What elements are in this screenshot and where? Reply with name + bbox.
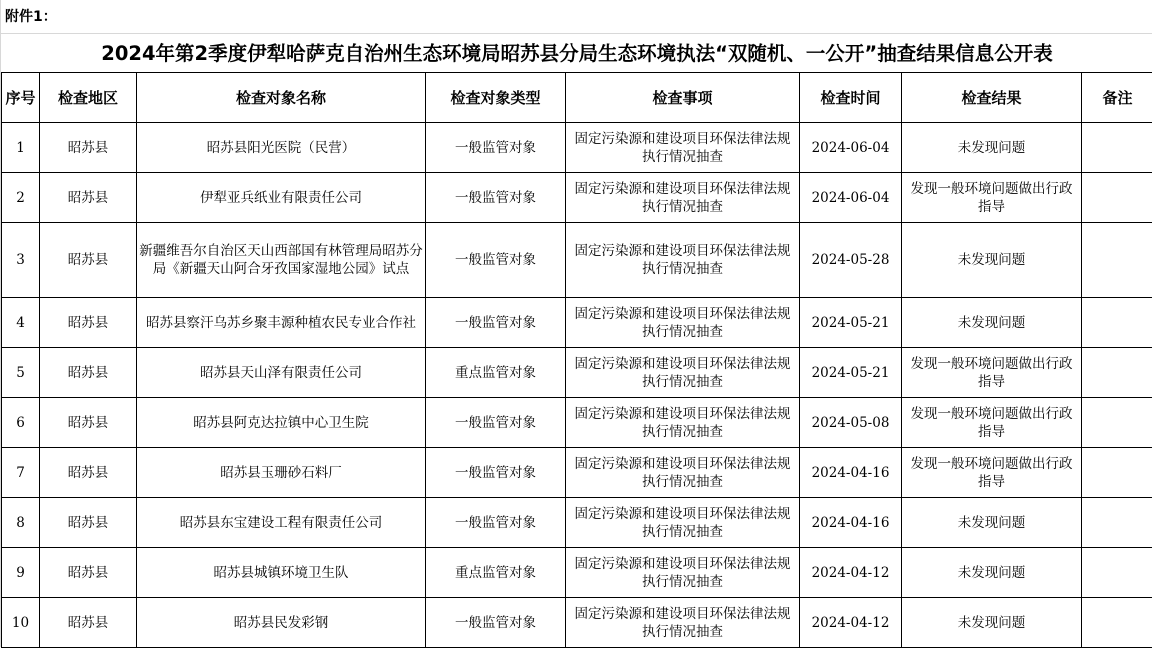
header-seq[interactable]: 序号 xyxy=(2,73,40,123)
cell-note[interactable] xyxy=(1082,498,1152,548)
cell-result[interactable]: 发现一般环境问题做出行政指导 xyxy=(902,173,1082,223)
table-row xyxy=(2,398,1152,448)
cell-seq[interactable]: 5 xyxy=(2,348,40,398)
cell-result[interactable]: 未发现问题 xyxy=(902,548,1082,598)
cell-note[interactable] xyxy=(1082,298,1152,348)
cell-name[interactable]: 昭苏县玉珊砂石料厂 xyxy=(137,448,426,498)
cell-type[interactable]: 重点监管对象 xyxy=(426,548,566,598)
table-header-row xyxy=(2,73,1152,123)
cell-date[interactable]: 2024-05-21 xyxy=(800,298,902,348)
cell-item[interactable]: 固定污染源和建设项目环保法律法规执行情况抽查 xyxy=(566,498,800,548)
cell-date[interactable]: 2024-05-28 xyxy=(800,223,902,298)
cell-result[interactable]: 发现一般环境问题做出行政指导 xyxy=(902,348,1082,398)
cell-name[interactable]: 昭苏县城镇环境卫生队 xyxy=(137,548,426,598)
cell-item[interactable]: 固定污染源和建设项目环保法律法规执行情况抽查 xyxy=(566,123,800,173)
cell-item[interactable]: 固定污染源和建设项目环保法律法规执行情况抽查 xyxy=(566,348,800,398)
cell-date[interactable]: 2024-06-04 xyxy=(800,173,902,223)
cell-region[interactable]: 昭苏县 xyxy=(40,598,137,648)
cell-result[interactable]: 未发现问题 xyxy=(902,223,1082,298)
cell-name[interactable]: 伊犁亚兵纸业有限责任公司 xyxy=(137,173,426,223)
cell-region[interactable]: 昭苏县 xyxy=(40,448,137,498)
cell-note[interactable] xyxy=(1082,123,1152,173)
cell-item[interactable]: 固定污染源和建设项目环保法律法规执行情况抽查 xyxy=(566,598,800,648)
cell-region[interactable]: 昭苏县 xyxy=(40,498,137,548)
cell-date[interactable]: 2024-04-12 xyxy=(800,598,902,648)
cell-type[interactable]: 重点监管对象 xyxy=(426,348,566,398)
cell-item[interactable]: 固定污染源和建设项目环保法律法规执行情况抽查 xyxy=(566,448,800,498)
cell-name[interactable]: 昭苏县阿克达拉镇中心卫生院 xyxy=(137,398,426,448)
cell-note[interactable] xyxy=(1082,223,1152,298)
table-row xyxy=(2,498,1152,548)
cell-seq[interactable]: 2 xyxy=(2,173,40,223)
cell-item[interactable]: 固定污染源和建设项目环保法律法规执行情况抽查 xyxy=(566,548,800,598)
cell-date[interactable]: 2024-05-08 xyxy=(800,398,902,448)
cell-item[interactable]: 固定污染源和建设项目环保法律法规执行情况抽查 xyxy=(566,298,800,348)
cell-type[interactable]: 一般监管对象 xyxy=(426,398,566,448)
cell-region[interactable]: 昭苏县 xyxy=(40,223,137,298)
gridline xyxy=(1,33,1152,34)
cell-seq[interactable]: 3 xyxy=(2,223,40,298)
page-title: 2024年第2季度伊犁哈萨克自治州生态环境局昭苏县分局生态环境执法“双随机、一公开”抽查结果信息公开表 xyxy=(1,36,1152,72)
cell-name[interactable]: 新疆维吾尔自治区天山西部国有林管理局昭苏分局《新疆天山阿合牙孜国家湿地公园》试点 xyxy=(137,223,426,298)
cell-region[interactable]: 昭苏县 xyxy=(40,398,137,448)
table-row xyxy=(2,598,1152,648)
cell-region[interactable]: 昭苏县 xyxy=(40,298,137,348)
cell-region[interactable]: 昭苏县 xyxy=(40,348,137,398)
cell-item[interactable]: 固定污染源和建设项目环保法律法规执行情况抽查 xyxy=(566,398,800,448)
cell-date[interactable]: 2024-05-21 xyxy=(800,348,902,398)
cell-result[interactable]: 未发现问题 xyxy=(902,498,1082,548)
cell-note[interactable] xyxy=(1082,448,1152,498)
header-note[interactable]: 备注 xyxy=(1082,73,1152,123)
cell-note[interactable] xyxy=(1082,398,1152,448)
header-result[interactable]: 检查结果 xyxy=(902,73,1082,123)
cell-seq[interactable]: 6 xyxy=(2,398,40,448)
table-row xyxy=(2,548,1152,598)
table-row xyxy=(2,348,1152,398)
cell-result[interactable]: 未发现问题 xyxy=(902,598,1082,648)
cell-seq[interactable]: 10 xyxy=(2,598,40,648)
cell-seq[interactable]: 7 xyxy=(2,448,40,498)
cell-result[interactable]: 发现一般环境问题做出行政指导 xyxy=(902,448,1082,498)
cell-result[interactable]: 发现一般环境问题做出行政指导 xyxy=(902,398,1082,448)
cell-date[interactable]: 2024-06-04 xyxy=(800,123,902,173)
header-region[interactable]: 检查地区 xyxy=(40,73,137,123)
table-row xyxy=(2,223,1152,298)
cell-type[interactable]: 一般监管对象 xyxy=(426,498,566,548)
cell-note[interactable] xyxy=(1082,348,1152,398)
cell-note[interactable] xyxy=(1082,173,1152,223)
header-name[interactable]: 检查对象名称 xyxy=(137,73,426,123)
cell-name[interactable]: 昭苏县东宝建设工程有限责任公司 xyxy=(137,498,426,548)
cell-item[interactable]: 固定污染源和建设项目环保法律法规执行情况抽查 xyxy=(566,223,800,298)
cell-item[interactable]: 固定污染源和建设项目环保法律法规执行情况抽查 xyxy=(566,173,800,223)
cell-date[interactable]: 2024-04-16 xyxy=(800,448,902,498)
header-type[interactable]: 检查对象类型 xyxy=(426,73,566,123)
cell-seq[interactable]: 9 xyxy=(2,548,40,598)
cell-region[interactable]: 昭苏县 xyxy=(40,173,137,223)
cell-date[interactable]: 2024-04-12 xyxy=(800,548,902,598)
attachment-label: 附件1： xyxy=(5,8,57,26)
cell-name[interactable]: 昭苏县阳光医院（民营） xyxy=(137,123,426,173)
cell-type[interactable]: 一般监管对象 xyxy=(426,448,566,498)
cell-type[interactable]: 一般监管对象 xyxy=(426,123,566,173)
cell-name[interactable]: 昭苏县民发彩钢 xyxy=(137,598,426,648)
table-row xyxy=(2,448,1152,498)
header-date[interactable]: 检查时间 xyxy=(800,73,902,123)
cell-type[interactable]: 一般监管对象 xyxy=(426,598,566,648)
cell-type[interactable]: 一般监管对象 xyxy=(426,173,566,223)
cell-name[interactable]: 昭苏县天山泽有限责任公司 xyxy=(137,348,426,398)
table-row xyxy=(2,123,1152,173)
cell-date[interactable]: 2024-04-16 xyxy=(800,498,902,548)
cell-type[interactable]: 一般监管对象 xyxy=(426,298,566,348)
table-row xyxy=(2,298,1152,348)
cell-seq[interactable]: 4 xyxy=(2,298,40,348)
cell-result[interactable]: 未发现问题 xyxy=(902,298,1082,348)
cell-note[interactable] xyxy=(1082,548,1152,598)
cell-region[interactable]: 昭苏县 xyxy=(40,548,137,598)
table-row xyxy=(2,173,1152,223)
cell-seq[interactable]: 1 xyxy=(2,123,40,173)
cell-name[interactable]: 昭苏县察汗乌苏乡聚丰源种植农民专业合作社 xyxy=(137,298,426,348)
cell-result[interactable]: 未发现问题 xyxy=(902,123,1082,173)
cell-type[interactable]: 一般监管对象 xyxy=(426,223,566,298)
header-item[interactable]: 检查事项 xyxy=(566,73,800,123)
cell-region[interactable]: 昭苏县 xyxy=(40,123,137,173)
cell-seq[interactable]: 8 xyxy=(2,498,40,548)
cell-note[interactable] xyxy=(1082,598,1152,648)
results-table xyxy=(1,72,1152,648)
